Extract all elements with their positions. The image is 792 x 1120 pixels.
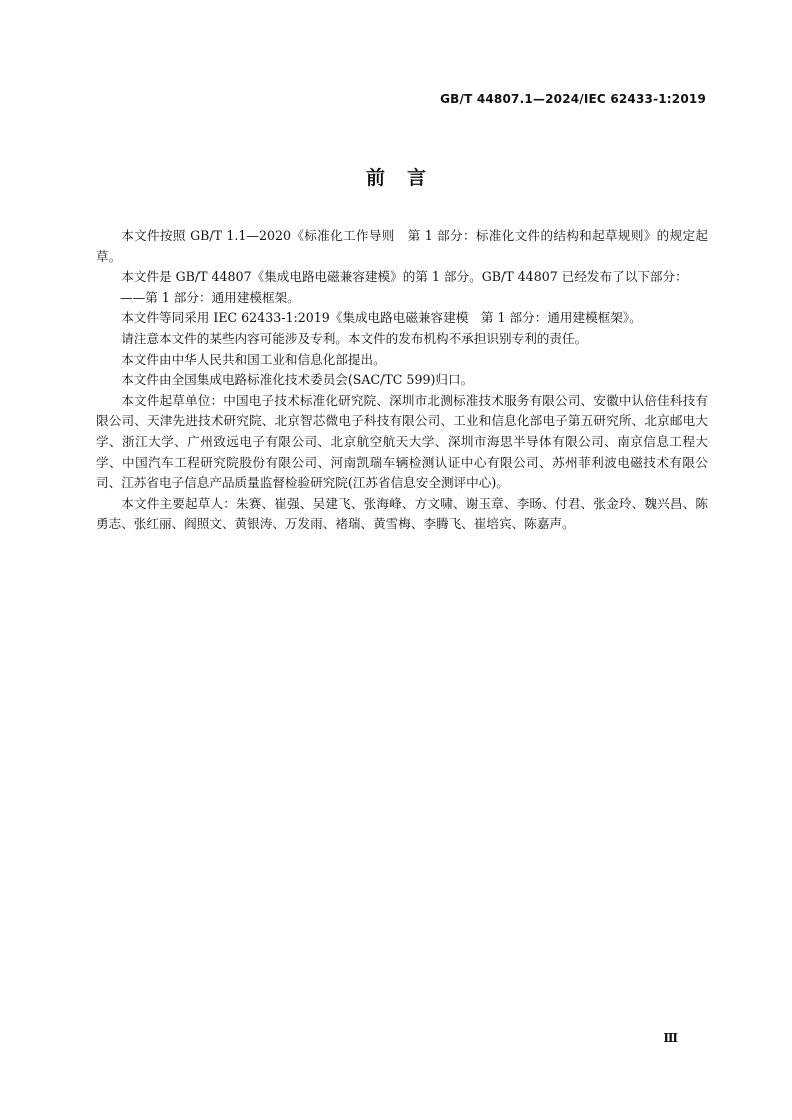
paragraph-technical-committee: 本文件由全国集成电路标准化技术委员会(SAC/TC 599)归口。 bbox=[121, 372, 474, 388]
paragraph-series-info: 本文件是 GB/T 44807《集成电路电磁兼容建模》的第 1 部分。GB/T 44807 已经发布了以下部分： bbox=[121, 269, 688, 285]
paragraph-drafting-organizations: 本文件起草单位：中国电子技术标准化研究院、深圳市北测标准技术服务有限公司、安徽中认倍佳科技有限公司、天津先进技术研究院、北京智芯微电子科技有限公司、工业和信息化部电子第五研究所、北京邮电大学、浙江大学、广州致远电子有限公司、北京航空航天大学、深圳市海思半导体有限公司、南京信息工程大学、中国汽车工程研究院股份有限公司、河南凯瑞车辆检测认证中心有限公司、苏州菲利波电磁技术有限公司、江苏省电子信息产品质量监督检验研究院(江苏省信息安全测评中心)。 bbox=[96, 392, 708, 491]
paragraph-drafting-rules: 本文件按照 GB/T 1.1—2020《标准化工作导则 第 1 部分：标准化文件的结构和起草规则》的规定起草。 bbox=[96, 228, 708, 264]
paragraph-patent-notice: 请注意本文件的某些内容可能涉及专利。本文件的发布机构不承担识别专利的责任。 bbox=[121, 330, 588, 346]
foreword-body bbox=[96, 226, 708, 535]
paragraph-adoption: 本文件等同采用 IEC 62433-1:2019《集成电路电磁兼容建模 第 1 部分：通用建模框架》。 bbox=[121, 310, 642, 326]
standard-code: GB/T 44807.1—2024/IEC 62433-1:2019 bbox=[440, 92, 706, 106]
list-item-part-1: ——第 1 部分：通用建模框架。 bbox=[120, 289, 300, 305]
page-number: Ⅲ bbox=[663, 1031, 678, 1045]
paragraph-drafters: 本文件主要起草人：朱赛、崔强、吴建飞、张海峰、方文啸、谢玉章、李旸、付君、张金玲、魏兴昌、陈勇志、张红丽、阎照文、黄银涛、万发雨、褚瑞、黄雪梅、李腾飞、崔培宾、陈嘉声。 bbox=[96, 495, 708, 532]
page-title: 前言 bbox=[365, 167, 448, 189]
paragraph-proposer: 本文件由中华人民共和国工业和信息化部提出。 bbox=[121, 351, 386, 367]
